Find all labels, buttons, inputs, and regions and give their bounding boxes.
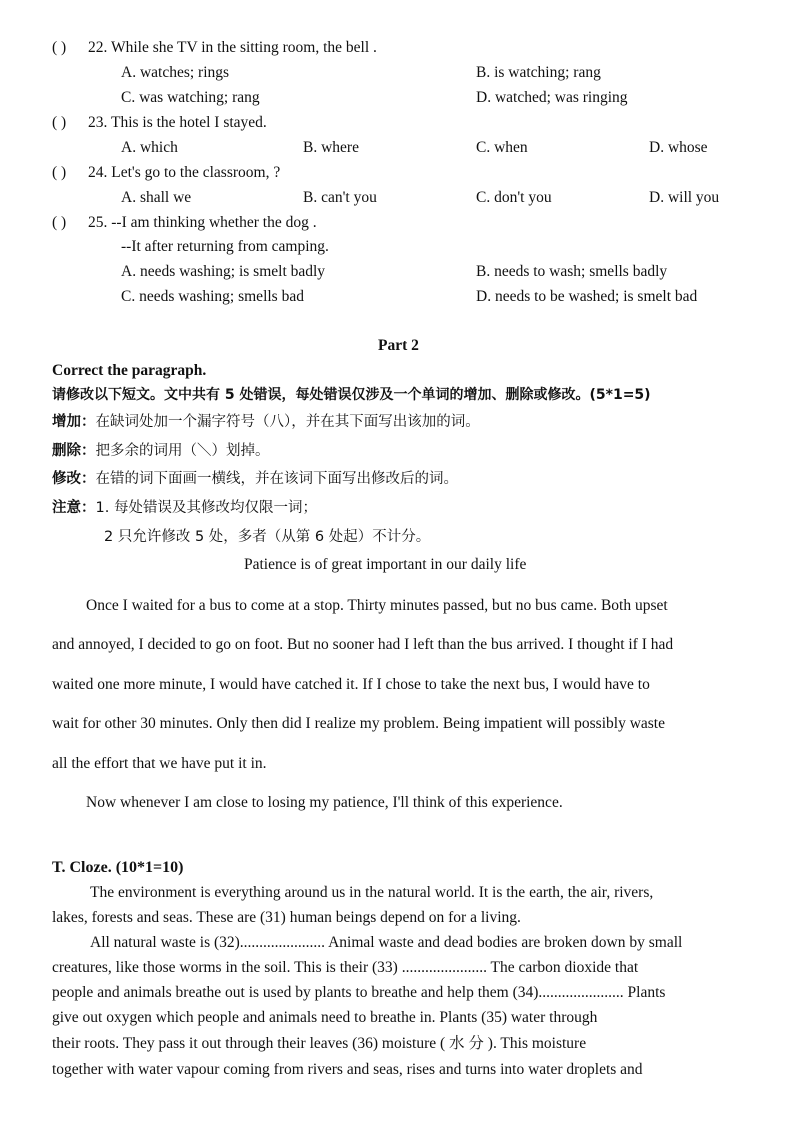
question-25-stem: 25. --I am thinking whether the dog . bbox=[88, 214, 317, 231]
rule-add bbox=[52, 415, 480, 430]
cloze-heading: T. Cloze. (10*1=10) bbox=[52, 859, 184, 876]
option-b: B. is watching; rang bbox=[476, 64, 601, 81]
cloze-line: lakes, forests and seas. These are (31) human beings depend on for a living. bbox=[52, 909, 521, 926]
cloze-line: give out oxygen which people and animals need to breathe in. Plants (35) water through bbox=[52, 1009, 598, 1026]
option-d: D. needs to be washed; is smelt bad bbox=[476, 288, 698, 305]
essay-title: Patience is of great important in our daily life bbox=[244, 556, 527, 573]
question-22-stem: 22. While she TV in the sitting room, the bell . bbox=[88, 39, 377, 56]
option-a: A. watches; rings bbox=[121, 64, 230, 81]
option-c: C. needs washing; smells bad bbox=[121, 288, 304, 305]
answer-blank: ( ) bbox=[52, 39, 67, 56]
option-c: C. was watching; rang bbox=[121, 89, 260, 106]
option-a: A. shall we bbox=[121, 189, 192, 206]
essay-line: all the effort that we have put it in. bbox=[52, 755, 267, 772]
question-23-stem: 23. This is the hotel I stayed. bbox=[88, 114, 267, 131]
rule-text: 在缺词处加一个漏字符号（八），并在其下面写出该加的词。 bbox=[95, 414, 480, 430]
rule-label: 增加： bbox=[52, 414, 96, 430]
essay-line: and annoyed, I decided to go on foot. But no sooner had I left than the bus arrived. I thought if I had bbox=[52, 636, 674, 653]
cloze-line: creatures, like those worms in the soil. This is their (33) ...................... The carbon dioxide that bbox=[52, 959, 639, 976]
section-title: Part 2 bbox=[378, 337, 419, 354]
answer-blank: ( ) bbox=[52, 214, 67, 231]
cloze-line: together with water vapour coming from rivers and seas, rises and turns into water droplets and bbox=[52, 1061, 643, 1078]
cloze-line: All natural waste is (32)...................... Animal waste and dead bodies are broken down by small bbox=[90, 934, 683, 951]
cloze-line: The environment is everything around us in the natural world. It is the earth, the air, rivers, bbox=[90, 884, 654, 901]
rule-label: 修改： bbox=[52, 471, 96, 487]
note-1 bbox=[52, 501, 317, 516]
note-2: 2 只允许修改 5 处，多者（从第 6 处起）不计分。 bbox=[104, 529, 431, 545]
option-b: B. can't you bbox=[303, 189, 377, 206]
option-c: C. don't you bbox=[476, 189, 552, 206]
essay-line: wait for other 30 minutes. Only then did I realize my problem. Being impatient will possibly waste bbox=[52, 715, 665, 732]
option-a: A. which bbox=[121, 139, 178, 156]
rule-modify bbox=[52, 472, 458, 487]
rule-text: 在错的词下面画一横线，并在该词下面写出修改后的词。 bbox=[95, 471, 458, 487]
option-d: D. watched; was ringing bbox=[476, 89, 628, 106]
rule-text: 把多余的词用（＼）划掉。 bbox=[95, 443, 270, 459]
instruction-text: 请修改以下短文。文中共有 5 处错误，每处错误仅涉及一个单词的增加、删除或修改。(5*1=5) bbox=[52, 387, 651, 403]
cloze-line: people and animals breathe out is used by plants to breathe and help them (34)...................... Plants bbox=[52, 984, 666, 1001]
option-d: D. will you bbox=[649, 189, 720, 206]
rule-label: 删除： bbox=[52, 443, 96, 459]
rule-delete bbox=[52, 444, 270, 459]
option-b: B. needs to wash; smells badly bbox=[476, 263, 668, 280]
essay-line: waited one more minute, I would have catched it. If I chose to take the next bus, I would have to bbox=[52, 676, 650, 693]
question-24-stem: 24. Let's go to the classroom, ? bbox=[88, 164, 281, 181]
answer-blank: ( ) bbox=[52, 164, 67, 181]
rule-text: 1. 每处错误及其修改均仅限一词； bbox=[95, 500, 317, 516]
option-c: C. when bbox=[476, 139, 528, 156]
question-25-stem-2: --It after returning from camping. bbox=[121, 238, 329, 255]
cloze-line: their roots. They pass it out through their leaves (36) moisture ( 水 分 ). This moisture bbox=[52, 1035, 587, 1052]
option-b: B. where bbox=[303, 139, 359, 156]
section-heading: Correct the paragraph. bbox=[52, 362, 207, 379]
answer-blank: ( ) bbox=[52, 114, 67, 131]
rule-label: 注意： bbox=[52, 500, 96, 516]
essay-line: Now whenever I am close to losing my patience, I'll think of this experience. bbox=[86, 794, 563, 811]
option-d: D. whose bbox=[649, 139, 708, 156]
option-a: A. needs washing; is smelt badly bbox=[121, 263, 326, 280]
essay-line: Once I waited for a bus to come at a stop. Thirty minutes passed, but no bus came. Both upset bbox=[86, 597, 668, 614]
